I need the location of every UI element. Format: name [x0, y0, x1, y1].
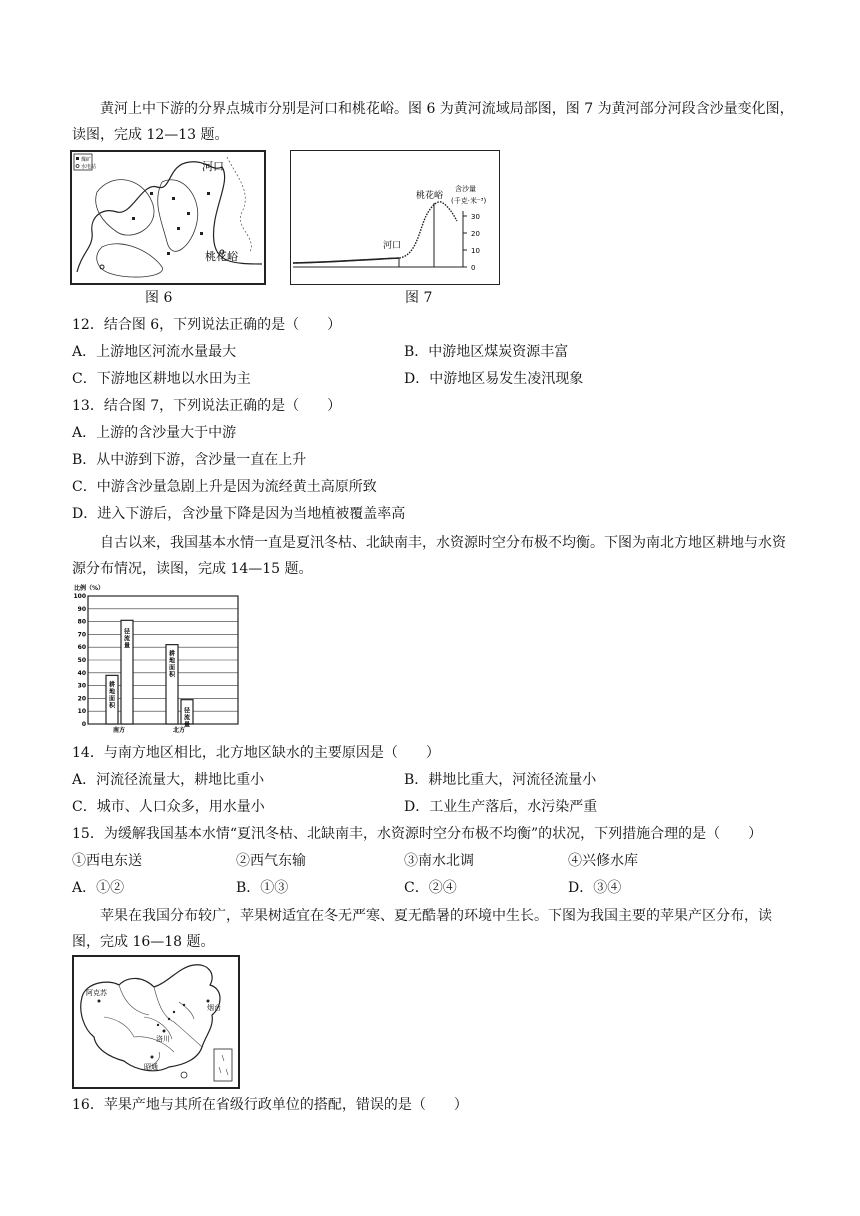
ytick-label: 30: [77, 682, 86, 690]
figure-7-caption: 图 7: [405, 290, 433, 306]
sediment-chart: [291, 151, 499, 284]
q15-item-3: ③南水北调: [404, 853, 474, 869]
label-hekou-point: 河口: [383, 241, 402, 251]
q13-option-c: C．中游含沙量急剧上升是因为流经黄土高原所致: [72, 479, 377, 495]
ytick-label: 40: [77, 669, 86, 677]
ytick-label: 70: [77, 631, 86, 639]
bar-label: 面: [108, 695, 116, 703]
label-akesu: 阿克苏: [86, 989, 107, 997]
q15-item-2: ②西气东输: [236, 853, 306, 869]
q14-option-a: A．河流径流量大，耕地比重小: [72, 772, 265, 788]
bar-label: 流: [123, 635, 131, 643]
ytick-label: 60: [77, 644, 86, 652]
apple-region-map: [72, 955, 240, 1089]
question-13-stem: 13．结合图 7，下列说法正确的是（ ）: [72, 398, 342, 414]
intro-paragraph-1: 黄河上中下游的分界点城市分别是河口和桃花峪。图 6 为黄河流域局部图，图 7 为黄河部分河段含沙量变化图，读图，完成 12—13 题。: [72, 101, 794, 143]
y-axis-label: 含沙量: [455, 185, 476, 193]
intro-paragraph-2: 自古以来，我国基本水情一直是夏汛冬枯、北缺南丰，水资源时空分布极不均衡。下图为南北方地区耕地与水资源分布情况，读图，完成 14—15 题。: [72, 535, 786, 577]
q13-option-d: D．进入下游后，含沙量下降是因为当地植被覆盖率高: [72, 506, 406, 522]
q14-option-c: C．城市、人口众多，用水量小: [72, 799, 265, 815]
figure-6-map: [70, 150, 266, 285]
label-zhaotong: 昭通: [144, 1063, 158, 1071]
label-hekou: 河口: [202, 160, 224, 173]
china-outline: [81, 965, 220, 1071]
bar-label: 径: [123, 628, 131, 636]
bar-label: 面: [168, 664, 176, 672]
bar-label: 积: [108, 702, 116, 710]
q15-option-c: C．②④: [404, 880, 457, 896]
q15-option-d: D．③④: [568, 880, 622, 896]
ytick-label: 20: [77, 695, 86, 703]
bar-label: 径: [183, 707, 191, 715]
legend-hydro: 水电站: [81, 164, 97, 170]
q14-option-d: D．工业生产落后，水污染严重: [404, 799, 598, 815]
question-16-stem: 16．苹果产地与其所在省级行政单位的搭配，错误的是（ ）: [72, 1097, 468, 1113]
label-yantai: 烟台: [207, 1004, 221, 1012]
label-taohuayu-point: 桃花峪: [416, 191, 444, 201]
chart-ylabel: 比例（%）: [74, 585, 105, 592]
figure-7-chart: [290, 150, 500, 285]
q12-option-c: C．下游地区耕地以水田为主: [72, 371, 251, 387]
bar-label: 量: [183, 721, 191, 729]
q14-option-b: B．耕地比重大，河流径流量小: [404, 772, 597, 788]
bar-label: 量: [123, 642, 131, 650]
question-15-stem: 15．为缓解我国基本水情“夏汛冬枯、北缺南丰，水资源时空分布极不均衡”的状况，下列措施合理的是（ ）: [72, 826, 763, 842]
bar-label: 流: [183, 714, 191, 722]
ytick-label: 90: [77, 605, 86, 613]
question-12-stem: 12．结合图 6，下列说法正确的是（ ）: [72, 317, 342, 333]
bar-label: 积: [168, 671, 176, 679]
q12-option-a: A．上游地区河流水量最大: [72, 344, 237, 360]
ytick-label: 10: [77, 708, 86, 716]
bar-label: 耕: [168, 650, 176, 658]
label-taohuayu: 桃花峪: [205, 250, 238, 263]
yellow-river-map: [72, 152, 264, 283]
ytick-label: 0: [81, 721, 86, 728]
ytick-20: 20: [471, 230, 480, 238]
hydro-symbol: [76, 165, 79, 168]
label-luochuan: 洛川: [156, 1035, 170, 1043]
bar-label: 地: [168, 657, 176, 665]
ytick-10: 10: [471, 247, 480, 255]
legend-coal: 煤矿: [81, 157, 92, 163]
ytick-0: 0: [471, 264, 476, 272]
q12-option-d: D．中游地区易发生凌汛现象: [404, 371, 584, 387]
china-map: [74, 957, 238, 1087]
q13-option-b: B．从中游到下游，含沙量一直在上升: [72, 452, 307, 468]
sediment-curve: [293, 202, 457, 263]
category-label: 南方: [112, 727, 126, 734]
bar-label: 地: [108, 688, 116, 696]
q12-option-b: B．中游地区煤炭资源丰富: [404, 344, 569, 360]
ytick-label: 100: [73, 593, 86, 600]
ytick-label: 50: [77, 657, 86, 664]
question-14-stem: 14．与南方地区相比，北方地区缺水的主要原因是（ ）: [72, 745, 440, 761]
category-label: 北方: [172, 727, 186, 734]
q13-option-a: A．上游的含沙量大于中游: [72, 425, 237, 441]
ytick-label: 80: [77, 618, 86, 626]
south-sea-inset: [214, 1049, 232, 1081]
figure-6-caption: 图 6: [145, 290, 173, 306]
ytick-30: 30: [471, 213, 480, 221]
q15-item-1: ①西电东送: [72, 853, 142, 869]
coal-mine-symbol: [76, 157, 79, 160]
water-land-bar-chart: [68, 582, 243, 734]
bar-label: 耕: [108, 681, 116, 689]
q15-item-4: ④兴修水库: [568, 853, 638, 869]
y-axis-unit: (千克·米⁻³): [451, 197, 487, 205]
q15-option-a: A．①②: [72, 880, 125, 896]
intro-paragraph-3: 苹果在我国分布较广，苹果树适宜在冬无严寒、夏无酷暑的环境中生长。下图为我国主要的苹果产区分布，读图，完成 16—18 题。: [72, 908, 772, 950]
river-line: [77, 162, 222, 272]
q15-option-b: B．①③: [236, 880, 289, 896]
